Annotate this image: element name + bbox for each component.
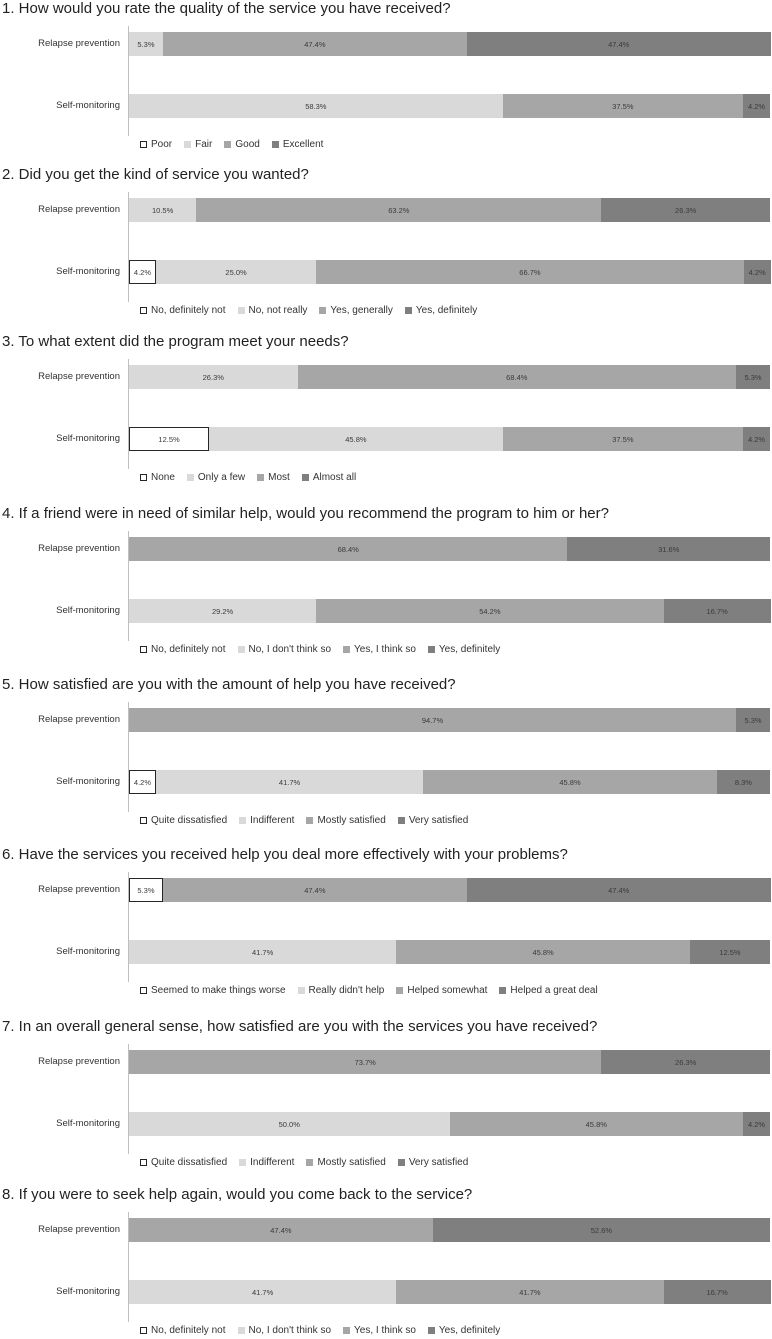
row-label: Relapse prevention xyxy=(38,714,120,725)
bar-segment xyxy=(717,770,770,794)
legend-label: Yes, definitely xyxy=(438,644,501,655)
legend-item xyxy=(187,472,245,483)
data-label: 26.3% xyxy=(202,372,224,382)
bar-segment xyxy=(743,1112,770,1136)
legend-swatch xyxy=(343,646,350,653)
legend-label: Good xyxy=(235,139,260,150)
row-label: Relapse prevention xyxy=(38,371,120,382)
legend-item xyxy=(239,1157,294,1168)
legend-swatch xyxy=(238,646,245,653)
data-label: 16.7% xyxy=(706,606,728,616)
data-label: 45.8% xyxy=(345,434,367,444)
data-label: 47.4% xyxy=(608,885,630,895)
data-label: 12.5% xyxy=(719,947,741,957)
legend-swatch xyxy=(140,1327,147,1334)
data-label: 4.2% xyxy=(747,1119,766,1129)
data-label: 47.4% xyxy=(304,39,326,49)
legend-swatch xyxy=(239,1159,246,1166)
data-label: 41.7% xyxy=(252,1287,274,1297)
chart-legend xyxy=(140,305,477,316)
legend-label: Very satisfied xyxy=(408,1157,469,1168)
legend-label: No, definitely not xyxy=(151,305,226,316)
stacked-bar xyxy=(129,537,770,561)
bar-segment xyxy=(664,599,771,623)
bar-segment xyxy=(736,365,770,389)
data-label: 5.3% xyxy=(137,39,155,49)
legend-swatch xyxy=(140,817,147,824)
bar-segment xyxy=(163,32,467,56)
stacked-bar xyxy=(129,94,770,118)
bar-segment xyxy=(664,1280,771,1304)
data-label: 73.7% xyxy=(354,1057,376,1067)
data-label: 68.4% xyxy=(337,544,359,554)
chart-title: 7. In an overall general sense, how satisfied are you with the services you have received? xyxy=(2,1018,598,1035)
data-label: 54.2% xyxy=(479,606,501,616)
chart-legend xyxy=(140,472,356,483)
legend-item xyxy=(343,1325,416,1336)
legend-swatch xyxy=(306,1159,313,1166)
chart-legend xyxy=(140,815,468,826)
legend-label: Yes, generally xyxy=(330,305,393,316)
chart-legend xyxy=(140,985,598,996)
data-label: 26.3% xyxy=(675,205,697,215)
legend-swatch xyxy=(140,646,147,653)
legend-swatch xyxy=(306,817,313,824)
legend-item xyxy=(140,644,226,655)
bar-segment xyxy=(503,94,743,118)
data-label: 8.3% xyxy=(734,777,752,787)
row-label: Relapse prevention xyxy=(38,884,120,895)
legend-swatch xyxy=(302,474,309,481)
legend-item xyxy=(239,815,294,826)
legend-label: No, not really xyxy=(248,305,308,316)
legend-item xyxy=(140,1157,227,1168)
legend-label: Mostly satisfied xyxy=(317,815,386,826)
bar-segment xyxy=(129,1218,433,1242)
data-label: 12.5% xyxy=(158,434,180,444)
bar-segment xyxy=(450,1112,744,1136)
bar-segment xyxy=(129,940,396,964)
legend-swatch xyxy=(499,987,506,994)
legend-label: No, definitely not xyxy=(151,644,226,655)
legend-item xyxy=(238,305,308,316)
legend-swatch xyxy=(298,987,305,994)
legend-label: Yes, definitely xyxy=(438,1325,501,1336)
bar-segment xyxy=(743,427,770,451)
legend-label: Indifferent xyxy=(250,815,295,826)
chart-title: 4. If a friend were in need of similar help, would you recommend the program to him or her? xyxy=(2,505,609,522)
chart-title: 5. How satisfied are you with the amount of help you have received? xyxy=(2,676,456,693)
bar-segment xyxy=(433,1218,770,1242)
stacked-bar xyxy=(129,1050,770,1074)
stacked-bar xyxy=(129,599,770,623)
legend-item xyxy=(140,305,226,316)
data-label: 41.7% xyxy=(519,1287,541,1297)
legend-item xyxy=(140,815,227,826)
chart-title: 6. Have the services you received help you deal more effectively with your problems? xyxy=(2,846,568,863)
data-label: 10.5% xyxy=(152,205,174,215)
legend-swatch xyxy=(140,1159,147,1166)
data-label: 68.4% xyxy=(506,372,528,382)
bar-segment xyxy=(503,427,743,451)
bar-segment xyxy=(129,537,567,561)
data-label: 5.3% xyxy=(744,715,762,725)
data-label: 66.7% xyxy=(519,267,541,277)
stacked-bar xyxy=(129,198,770,222)
bar-segment xyxy=(423,770,717,794)
legend-item xyxy=(499,985,597,996)
data-label: 45.8% xyxy=(559,777,581,787)
legend-swatch xyxy=(140,987,147,994)
legend-item xyxy=(428,1325,500,1336)
legend-swatch xyxy=(140,474,147,481)
data-label: 4.2% xyxy=(133,267,152,277)
bar-segment xyxy=(156,770,423,794)
chart-panel xyxy=(0,676,772,829)
legend-swatch xyxy=(398,817,405,824)
data-label: 41.7% xyxy=(278,777,301,787)
chart-panel xyxy=(0,333,772,486)
bar-segment xyxy=(129,94,503,118)
legend-label: Almost all xyxy=(312,472,357,483)
data-label: 58.3% xyxy=(305,101,327,111)
bar-segment xyxy=(156,260,316,284)
bar-segment xyxy=(129,32,163,56)
legend-swatch xyxy=(140,307,147,314)
legend-label: Most xyxy=(268,472,290,483)
row-label: Self-monitoring xyxy=(56,1286,120,1297)
legend-label: Helped somewhat xyxy=(407,985,488,996)
chart-title: 8. If you were to seek help again, would you come back to the service? xyxy=(2,1186,473,1203)
data-label: 4.2% xyxy=(133,777,152,787)
legend-item xyxy=(343,644,416,655)
stacked-bar xyxy=(129,1112,770,1136)
chart-legend xyxy=(140,1157,468,1168)
chart-panel xyxy=(0,505,772,658)
legend-item xyxy=(140,985,286,996)
row-label: Self-monitoring xyxy=(56,776,120,787)
data-label: 4.2% xyxy=(747,434,766,444)
legend-item xyxy=(140,139,172,150)
legend-swatch xyxy=(184,141,191,148)
bar-segment xyxy=(736,708,770,732)
legend-item xyxy=(306,815,385,826)
row-label: Self-monitoring xyxy=(56,433,120,444)
legend-label: Very satisfied xyxy=(408,815,469,826)
chart-title: 1. How would you rate the quality of the service you have received? xyxy=(2,0,451,17)
data-label: 94.7% xyxy=(421,715,444,725)
bar-segment xyxy=(601,198,770,222)
legend-swatch xyxy=(396,987,403,994)
data-label: 41.7% xyxy=(252,947,274,957)
legend-item xyxy=(238,644,332,655)
row-label: Self-monitoring xyxy=(56,100,120,111)
legend-label: Yes, I think so xyxy=(354,644,416,655)
legend-swatch xyxy=(272,141,279,148)
bar-segment xyxy=(396,1280,663,1304)
legend-label: None xyxy=(151,472,175,483)
bar-segment xyxy=(129,599,316,623)
bar-segment xyxy=(129,878,163,902)
legend-item xyxy=(298,985,385,996)
data-label: 25.0% xyxy=(225,267,247,277)
chart-legend xyxy=(140,1325,500,1336)
legend-label: Poor xyxy=(151,139,173,150)
row-label: Relapse prevention xyxy=(38,204,120,215)
stacked-bar xyxy=(129,260,770,284)
bar-segment xyxy=(743,94,770,118)
legend-item xyxy=(398,815,468,826)
data-label: 63.2% xyxy=(388,205,410,215)
chart-panel xyxy=(0,846,772,999)
legend-item xyxy=(405,305,477,316)
data-label: 5.3% xyxy=(137,885,155,895)
bar-segment xyxy=(601,1050,770,1074)
stacked-bar xyxy=(129,365,770,389)
legend-label: Yes, I think so xyxy=(354,1325,416,1336)
legend-item xyxy=(428,644,500,655)
legend-swatch xyxy=(257,474,264,481)
legend-swatch xyxy=(343,1327,350,1334)
legend-item xyxy=(302,472,356,483)
legend-item xyxy=(224,139,259,150)
legend-swatch xyxy=(238,1327,245,1334)
stacked-bar xyxy=(129,1280,770,1304)
bar-segment xyxy=(316,599,663,623)
bar-segment xyxy=(316,260,744,284)
bar-segment xyxy=(129,427,209,451)
bar-segment xyxy=(129,770,156,794)
data-label: 16.7% xyxy=(706,1287,728,1297)
legend-swatch xyxy=(319,307,326,314)
bar-segment xyxy=(467,32,771,56)
stacked-bar xyxy=(129,1218,770,1242)
data-label: 29.2% xyxy=(211,606,234,616)
legend-item xyxy=(184,139,212,150)
stacked-bar xyxy=(129,427,770,451)
chart-title: 3. To what extent did the program meet your needs? xyxy=(2,333,349,350)
legend-label: Quite dissatisfied xyxy=(151,1157,228,1168)
bar-segment xyxy=(129,198,196,222)
bar-segment xyxy=(467,878,771,902)
legend-label: Fair xyxy=(195,139,213,150)
chart-title: 2. Did you get the kind of service you wanted? xyxy=(2,166,309,183)
bar-segment xyxy=(129,365,298,389)
legend-label: Quite dissatisfied xyxy=(151,815,228,826)
legend-item xyxy=(398,1157,468,1168)
legend-swatch xyxy=(398,1159,405,1166)
legend-label: No, definitely not xyxy=(151,1325,226,1336)
legend-swatch xyxy=(239,817,246,824)
bar-segment xyxy=(196,198,601,222)
data-label: 47.4% xyxy=(608,39,630,49)
legend-item xyxy=(257,472,290,483)
legend-swatch xyxy=(224,141,231,148)
chart-legend xyxy=(140,644,500,655)
data-label: 45.8% xyxy=(532,947,554,957)
chart-panel xyxy=(0,0,772,153)
legend-label: Seemed to make things worse xyxy=(151,985,286,996)
bar-segment xyxy=(744,260,771,284)
row-label: Self-monitoring xyxy=(56,946,120,957)
bar-segment xyxy=(209,427,503,451)
legend-swatch xyxy=(238,307,245,314)
data-label: 4.2% xyxy=(747,101,766,111)
bar-segment xyxy=(690,940,770,964)
data-label: 37.5% xyxy=(612,434,634,444)
legend-item xyxy=(319,305,392,316)
bar-segment xyxy=(129,708,736,732)
stacked-bar xyxy=(129,708,770,732)
legend-swatch xyxy=(405,307,412,314)
row-label: Relapse prevention xyxy=(38,1224,120,1235)
bar-segment xyxy=(129,1050,601,1074)
legend-label: Really didn't help xyxy=(308,985,385,996)
legend-swatch xyxy=(140,141,147,148)
legend-label: Only a few xyxy=(197,472,246,483)
legend-swatch xyxy=(428,646,435,653)
legend-item xyxy=(272,139,324,150)
data-label: 26.3% xyxy=(675,1057,697,1067)
data-label: 5.3% xyxy=(744,372,762,382)
row-label: Self-monitoring xyxy=(56,605,120,616)
legend-label: No, I don't think so xyxy=(248,1325,332,1336)
legend-item xyxy=(396,985,487,996)
row-label: Self-monitoring xyxy=(56,266,120,277)
legend-swatch xyxy=(187,474,194,481)
bar-segment xyxy=(163,878,467,902)
bar-segment xyxy=(129,260,156,284)
legend-item xyxy=(238,1325,332,1336)
data-label: 37.5% xyxy=(612,101,634,111)
data-label: 47.4% xyxy=(270,1225,292,1235)
data-label: 31.6% xyxy=(658,544,680,554)
legend-label: Excellent xyxy=(282,139,324,150)
bar-segment xyxy=(567,537,770,561)
row-label: Relapse prevention xyxy=(38,38,120,49)
data-label: 52.6% xyxy=(590,1225,613,1235)
stacked-bar xyxy=(129,32,770,56)
legend-label: Helped a great deal xyxy=(510,985,598,996)
stacked-bar xyxy=(129,770,770,794)
chart-panel xyxy=(0,166,772,319)
legend-label: Yes, definitely xyxy=(415,305,478,316)
data-label: 4.2% xyxy=(748,267,766,277)
stacked-bar xyxy=(129,940,770,964)
legend-item xyxy=(306,1157,385,1168)
chart-legend xyxy=(140,139,323,150)
legend-label: Indifferent xyxy=(250,1157,295,1168)
legend-item xyxy=(140,472,175,483)
row-label: Self-monitoring xyxy=(56,1118,120,1129)
legend-item xyxy=(140,1325,226,1336)
data-label: 47.4% xyxy=(304,885,326,895)
data-label: 45.8% xyxy=(585,1119,607,1129)
bar-segment xyxy=(396,940,690,964)
bar-segment xyxy=(129,1112,450,1136)
chart-panel xyxy=(0,1018,772,1171)
row-label: Relapse prevention xyxy=(38,1056,120,1067)
bar-segment xyxy=(298,365,736,389)
stacked-bar xyxy=(129,878,770,902)
bar-segment xyxy=(129,1280,396,1304)
row-label: Relapse prevention xyxy=(38,543,120,554)
legend-label: No, I don't think so xyxy=(248,644,332,655)
legend-swatch xyxy=(428,1327,435,1334)
data-label: 50.0% xyxy=(278,1119,300,1129)
chart-panel xyxy=(0,1186,772,1339)
legend-label: Mostly satisfied xyxy=(317,1157,386,1168)
